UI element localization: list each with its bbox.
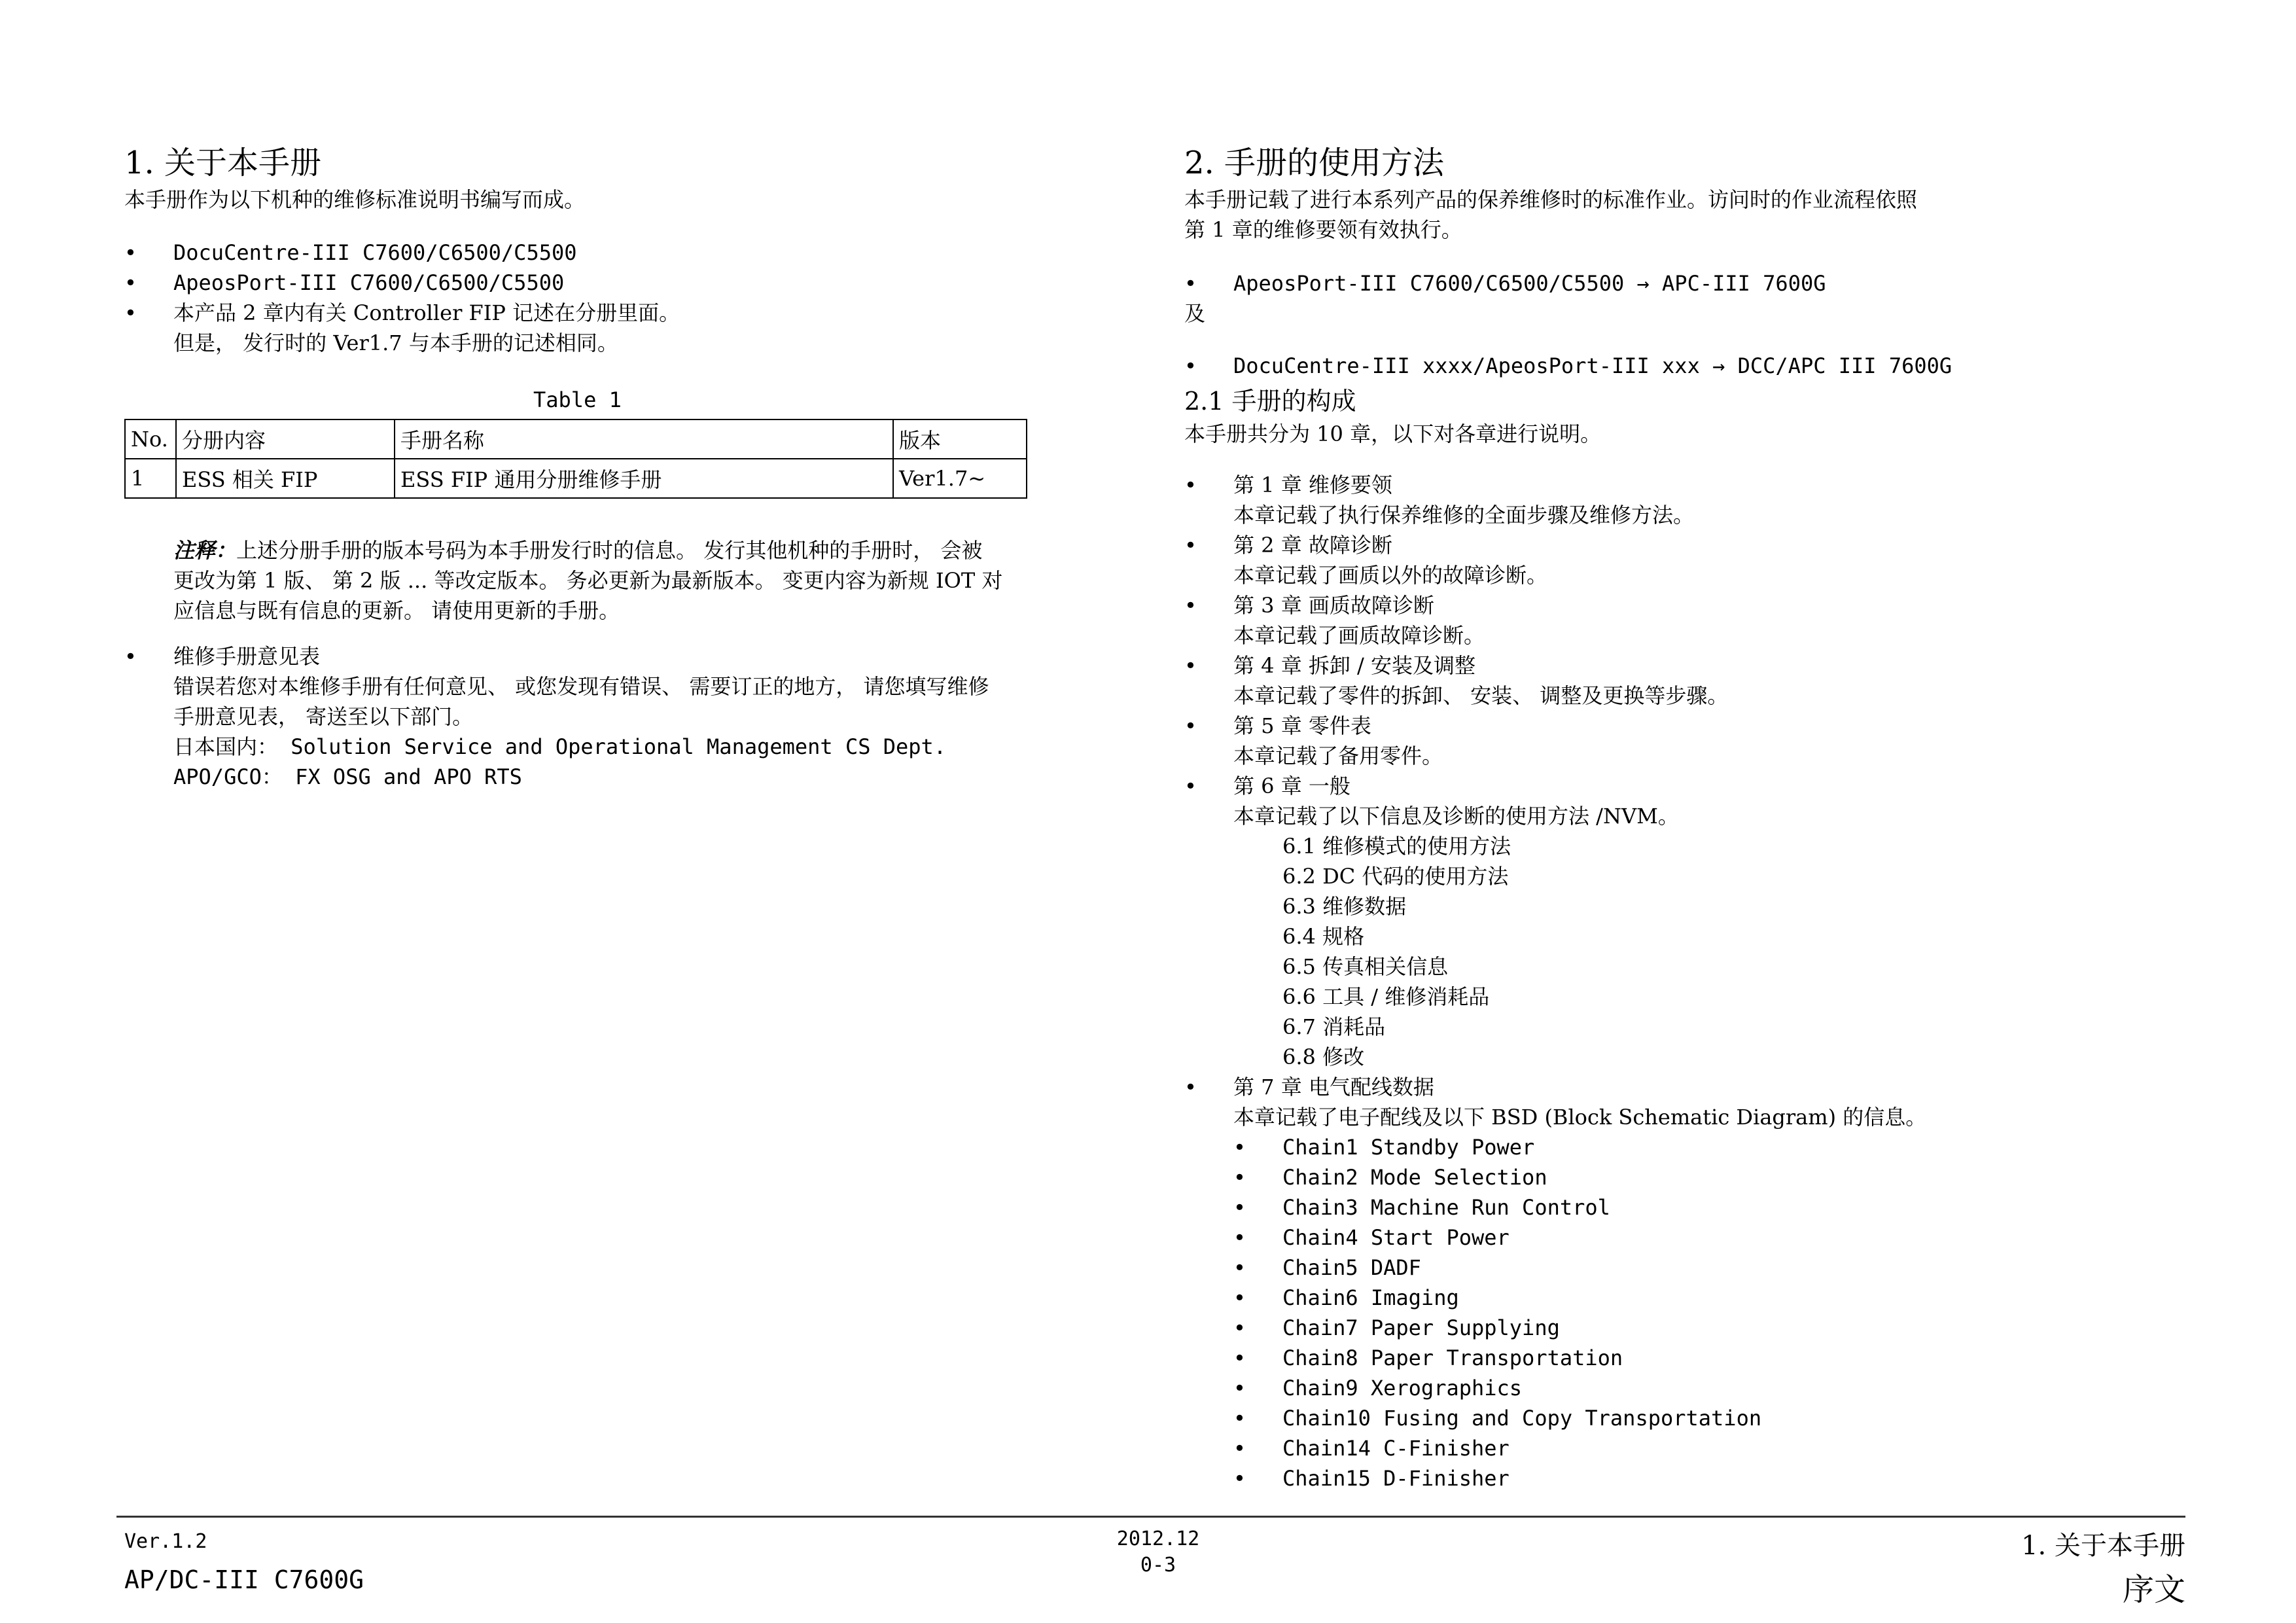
ch6-item: 6.5 传真相关信息 [1282,954,1449,979]
note-label: 注释： [173,538,237,563]
section-2-intro: 本手册记载了进行本系列产品的保养维修时的标准作业。访问时的作业流程依照 [1184,187,1918,212]
bullet-icon: • [124,240,137,265]
chain-text: Chain10 Fusing and Copy Transportation [1282,1406,1762,1431]
bullet-icon: • [1233,1466,1246,1491]
bullet-icon: • [1184,593,1197,618]
chain-text: Chain14 C-Finisher [1282,1436,1510,1461]
bullet-icon: • [1233,1165,1246,1190]
table-header-cell: 手册名称 [395,419,893,459]
note-line: 更改为第 1 版、 第 2 版 ... 等改定版本。 务必更新为最新版本。 变更内容为新规 IOT 对 [173,568,1003,593]
bullet-icon: • [1184,271,1197,296]
chapter-title: 第 1 章 维修要领 [1233,473,1392,497]
bullet-icon: • [124,644,137,669]
chapter-title: 第 7 章 电气配线数据 [1233,1075,1434,1099]
feedback-title: 维修手册意见表 [173,644,321,669]
chain-text: Chain9 Xerographics [1282,1376,1523,1400]
section-2-intro: 第 1 章的维修要领有效执行。 [1184,217,1462,242]
section-2-heading: 2. 手册的使用方法 [1184,145,1445,181]
models-note: 但是， 发行时的 Ver1.7 与本手册的记述相同。 [173,330,618,355]
model-text: 本产品 2 章内有关 Controller FIP 记述在分册里面。 [173,300,680,325]
bullet-icon: • [1233,1285,1246,1310]
bullet-icon: • [1233,1315,1246,1340]
chain-text: Chain8 Paper Transportation [1282,1346,1623,1370]
bullet-icon: • [1184,1075,1197,1099]
table-cell: ESS 相关 FIP [176,459,395,498]
chapter-desc: 本章记载了执行保养维修的全面步骤及维修方法。 [1233,503,1695,527]
chain-text: Chain4 Start Power [1282,1225,1510,1250]
note-text: 上述分册手册的版本号码为本手册发行时的信息。 发行其他机种的手册时， 会被 [236,538,983,563]
table-caption: Table 1 [533,387,622,412]
chapter-desc: 本章记载了以下信息及诊断的使用方法 /NVM。 [1233,804,1679,829]
chain-text: Chain5 DADF [1282,1255,1421,1280]
chapter-title: 第 5 章 零件表 [1233,713,1371,738]
bullet-icon: • [1233,1195,1246,1220]
model-text: ApeosPort-III C7600/C6500/C5500 [173,270,565,295]
feedback-line: 手册意见表， 寄送至以下部门。 [173,704,474,729]
footer-section: 1. 关于本手册 [2021,1531,2185,1561]
chapter-title: 第 6 章 一般 [1233,774,1351,798]
ch6-item: 6.6 工具 / 维修消耗品 [1282,984,1490,1009]
chapter-title: 第 4 章 拆卸 / 安装及调整 [1233,653,1476,678]
chapter-title: 第 2 章 故障诊断 [1233,533,1392,558]
bullet-icon: • [1233,1436,1246,1461]
section-1-intro: 本手册作为以下机种的维修标准说明书编写而成。 [124,187,586,212]
table-header-row [125,419,1027,459]
table-cell: Ver1.7~ [893,459,1027,498]
footer-chapter: 序文 [2122,1571,2185,1608]
feedback-line: APO/GCO： FX OSG and APO RTS [173,764,522,789]
feedback-line: 日本国内： Solution Service and Operational Management CS Dept. [173,734,947,759]
chain-text: Chain15 D-Finisher [1282,1466,1510,1491]
bullet-icon: • [1233,1255,1246,1280]
footer-version: Ver.1.2 [124,1530,207,1553]
bullet-icon: • [1233,1135,1246,1160]
ch6-item: 6.8 修改 [1282,1044,1365,1069]
model-text: DocuCentre-III C7600/C6500/C5500 [173,240,577,265]
chain-text: Chain2 Mode Selection [1282,1165,1547,1190]
feedback-line: 错误若您对本维修手册有任何意见、 或您发现有错误、 需要订正的地方， 请您填写维修 [173,674,989,699]
note-line [173,535,982,565]
bullet-icon: • [1184,653,1197,678]
footer-model: AP/DC-III C7600G [124,1565,364,1594]
table-cell: 1 [125,459,176,498]
section-1-heading: 1. 关于本手册 [124,145,322,181]
ch6-item: 6.7 消耗品 [1282,1014,1386,1039]
section-2-1-intro: 本手册共分为 10 章，以下对各章进行说明。 [1184,421,1602,446]
bullet-icon: • [1233,1376,1246,1400]
chain-text: Chain1 Standby Power [1282,1135,1535,1160]
and-text: 及 [1184,301,1206,326]
chain-text: Chain3 Machine Run Control [1282,1195,1610,1220]
footer-date: 2012.12 [1116,1527,1200,1550]
bullet-icon: • [1184,353,1197,378]
chapter-desc: 本章记载了画质以外的故障诊断。 [1233,563,1548,588]
bullet-icon: • [1184,713,1197,738]
mapping-text: DocuCentre-III xxxx/ApeosPort-III xxx → DCC/APC III 7600G [1233,353,1952,378]
ch6-item: 6.3 维修数据 [1282,894,1407,919]
mapping-text: ApeosPort-III C7600/C6500/C5500 → APC-III 7600G [1233,271,1826,296]
bullet-icon: • [124,270,137,295]
chapter-title: 第 3 章 画质故障诊断 [1233,593,1434,618]
bullet-icon: • [1233,1346,1246,1370]
footer-page: 0-3 [1140,1554,1176,1577]
bullet-icon: • [1233,1225,1246,1250]
chapter-desc: 本章记载了零件的拆卸、 安装、 调整及更换等步骤。 [1233,683,1729,708]
ch6-item: 6.4 规格 [1282,924,1365,949]
bullet-icon: • [124,300,137,325]
ch6-item: 6.2 DC 代码的使用方法 [1282,864,1509,889]
manual-table [124,419,1027,499]
note-line: 应信息与既有信息的更新。 请使用更新的手册。 [173,598,620,623]
chain-text: Chain6 Imaging [1282,1285,1459,1310]
chapter-desc: 本章记载了备用零件。 [1233,743,1443,768]
bullet-icon: • [1184,533,1197,558]
table-cell: ESS FIP 通用分册维修手册 [395,459,893,498]
table-header-cell: 分册内容 [176,419,395,459]
chapter-desc: 本章记载了画质故障诊断。 [1233,623,1485,648]
ch6-item: 6.1 维修模式的使用方法 [1282,834,1511,859]
chapter-desc: 本章记载了电子配线及以下 BSD (Block Schematic Diagram) 的信息。 [1233,1105,1927,1130]
section-2-1-heading: 2.1 手册的构成 [1184,387,1356,416]
bullet-icon: • [1184,774,1197,798]
table-header-cell: 版本 [893,419,1027,459]
table-header-cell: No. [125,419,176,459]
footer-rule [116,1516,2185,1518]
bullet-icon: • [1233,1406,1246,1431]
chain-text: Chain7 Paper Supplying [1282,1315,1560,1340]
table-row [125,459,1027,498]
bullet-icon: • [1184,473,1197,497]
